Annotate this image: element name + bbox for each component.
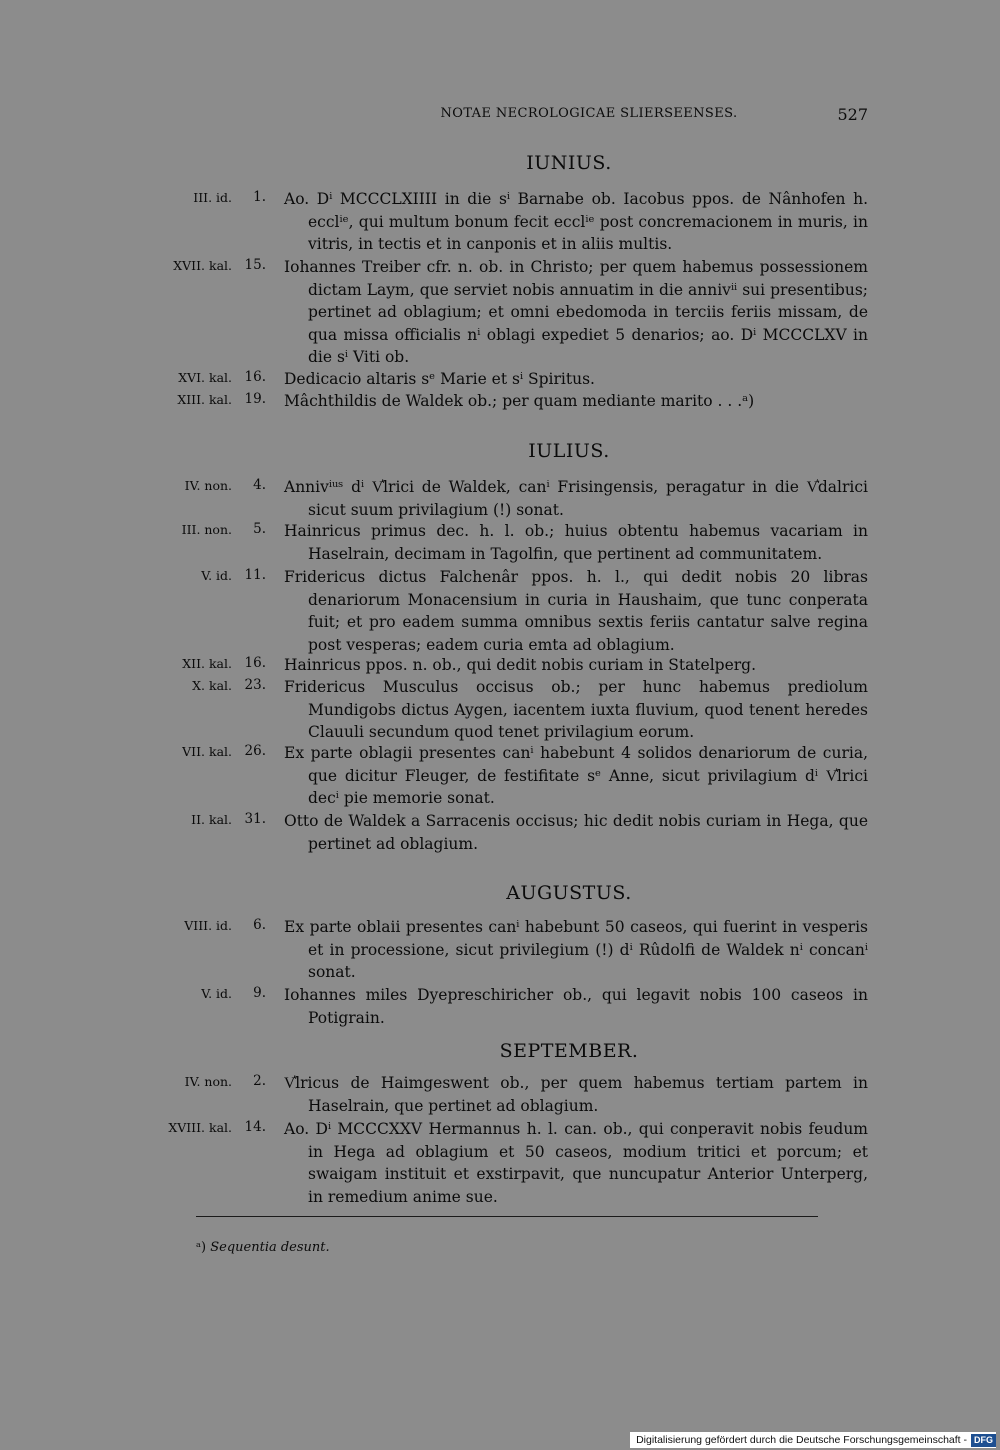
entry-text: V͛lricus de Haimgeswent ob., per quem habemus tertiam partem in Haselrain, que pertinet ad oblagium. [284, 1074, 868, 1115]
calendar-date: V. id. [201, 568, 232, 583]
page-number: 527 [837, 105, 868, 124]
entry [140, 368, 868, 391]
entry [140, 476, 868, 521]
entry-text: Hainricus ppos. n. ob., qui dedit nobis curiam in Statelperg. [284, 656, 757, 674]
day-number: 16. [244, 655, 266, 671]
calendar-date: III. id. [193, 190, 232, 205]
entry-text: Iohannes miles Dyepreschiricher ob., qui legavit nobis 100 caseos in Potigrain. [284, 986, 868, 1027]
entry-text: Dedicacio altaris sᵉ Marie et sⁱ Spiritus. [284, 370, 595, 388]
calendar-date: XVII. kal. [173, 258, 232, 273]
calendar-date: VII. kal. [182, 744, 232, 759]
entry [140, 1072, 868, 1117]
entry-text: Fridericus Musculus occisus ob.; per hunc habemus prediolum Mundigobs dictus Aygen, iacentem iuxta fluvium, quod tenent heredes Clauuli secundum quod tenet privilagium eorum. [284, 678, 868, 742]
day-number: 23. [244, 677, 266, 693]
day-number: 4. [253, 477, 266, 493]
entry-text: Ex parte oblagii presentes canⁱ habebunt 4 solidos denariorum de curia, que dicitur Fleuger, de festifitate sᵉ Anne, sicut privilagium dⁱ V͛lrici decⁱ pie memorie sonat. [284, 744, 868, 808]
calendar-date: III. non. [181, 522, 232, 537]
day-number: 5. [253, 521, 266, 537]
entry [140, 654, 868, 677]
entry-text: Ex parte oblaii presentes canⁱ habebunt 50 caseos, qui fuerint in vesperis et in processione, sicut privilegium (!) dⁱ Rûdolfi de Waldek nⁱ concanⁱ sonat. [284, 918, 868, 982]
entry [140, 520, 868, 565]
day-number: 31. [244, 811, 266, 827]
calendar-date: II. kal. [191, 812, 232, 827]
calendar-date: XVIII. kal. [168, 1120, 232, 1135]
entry-text: Otto de Waldek a Sarracenis occisus; hic dedit nobis curiam in Hega, que pertinet ad oblagium. [284, 812, 868, 853]
entry [140, 742, 868, 810]
funding-credit-banner[interactable] [630, 1432, 996, 1448]
calendar-date: XII. kal. [182, 656, 232, 671]
calendar-date: XIII. kal. [177, 392, 232, 407]
day-number: 2. [253, 1073, 266, 1089]
footnote-text: Sequentia desunt. [210, 1240, 330, 1255]
entry-text: Hainricus primus dec. h. l. ob.; huius obtentu habemus vacariam in Haselrain, decimam in Tagolfin, que pertinent ad communitatem. [284, 522, 868, 563]
entry-text: Mâchthildis de Waldek ob.; per quam mediante marito . . .ᵃ) [284, 392, 755, 410]
day-number: 6. [253, 917, 266, 933]
day-number: 26. [244, 743, 266, 759]
calendar-date: IV. non. [184, 478, 232, 493]
day-number: 9. [253, 985, 266, 1001]
day-number: 1. [253, 189, 266, 205]
calendar-date: IV. non. [184, 1074, 232, 1089]
entry-text: Fridericus dictus Falchenâr ppos. h. l., qui dedit nobis 20 libras denariorum Monacensium in curia in Haushaim, que tunc conperata fuit; et pro eadem summa omnibus sextis feriis cantatur salve regina post vesperas; eadem curia emta ad oblagium. [284, 568, 868, 654]
entry [140, 1118, 868, 1208]
calendar-date: VIII. id. [184, 918, 232, 933]
entry-text: Ao. Dⁱ MCCCLXIIII in die sⁱ Barnabe ob. Iacobus ppos. de Nânhofen h. ecclⁱᵉ, qui multum bonum fecit ecclⁱᵉ post concremacionem in muris, in vitris, in tectis et in canponis et in aliis multis. [284, 190, 868, 254]
day-number: 16. [244, 369, 266, 385]
entry [140, 984, 868, 1029]
entry-text: Annivⁱᵘˢ dⁱ V͛lrici de Waldek, canⁱ Frisingensis, peragatur in die V͛dalrici sicut suum privilagium (!) sonat. [284, 478, 868, 519]
entry [140, 390, 868, 413]
dfg-logo-icon: DFG [971, 1434, 996, 1447]
month-heading: IUNIUS. [526, 152, 612, 174]
calendar-date: XVI. kal. [178, 370, 232, 385]
entry [140, 916, 868, 984]
running-header [270, 106, 868, 128]
entry-text: Iohannes Treiber cfr. n. ob. in Christo; per quem habemus possessionem dictam Laym, que serviet nobis annuatim in die annivⁱⁱ sui presentibus; pertinet ad oblagium; et omni ebedomoda in terciis feriis missam, de qua missa officialis nⁱ oblagi expediet 5 denarios; ao. Dⁱ MCCCLXV in die sⁱ Viti ob. [284, 258, 868, 367]
calendar-date: V. id. [201, 986, 232, 1001]
running-title: NOTAE NECROLOGICAE SLIERSEENSES. [440, 106, 738, 121]
entry [140, 256, 868, 369]
day-number: 15. [244, 257, 266, 273]
entry [140, 188, 868, 256]
day-number: 11. [244, 567, 266, 583]
entry [140, 810, 868, 855]
footnote-mark: ᵃ) [196, 1240, 207, 1255]
footnote-rule [196, 1216, 818, 1217]
month-heading: SEPTEMBER. [499, 1040, 639, 1062]
entry-text: Ao. Dⁱ MCCCXXV Hermannus h. l. can. ob., qui conperavit nobis feudum in Hega ad oblagium et 50 caseos, modium tritici et porcum; et swaigam instituit et exstirpavit, que nuncupatur Anterior Unterperg, in remedium anime sue. [284, 1120, 868, 1206]
month-heading: IULIUS. [528, 440, 610, 462]
day-number: 19. [244, 391, 266, 407]
month-heading: AUGUSTUS. [506, 882, 632, 904]
footnote [196, 1240, 330, 1255]
entry [140, 676, 868, 744]
calendar-date: X. kal. [192, 678, 232, 693]
entry [140, 566, 868, 656]
credit-text: Digitalisierung gefördert durch die Deutsche Forschungsgemeinschaft - [636, 1434, 967, 1446]
day-number: 14. [244, 1119, 266, 1135]
